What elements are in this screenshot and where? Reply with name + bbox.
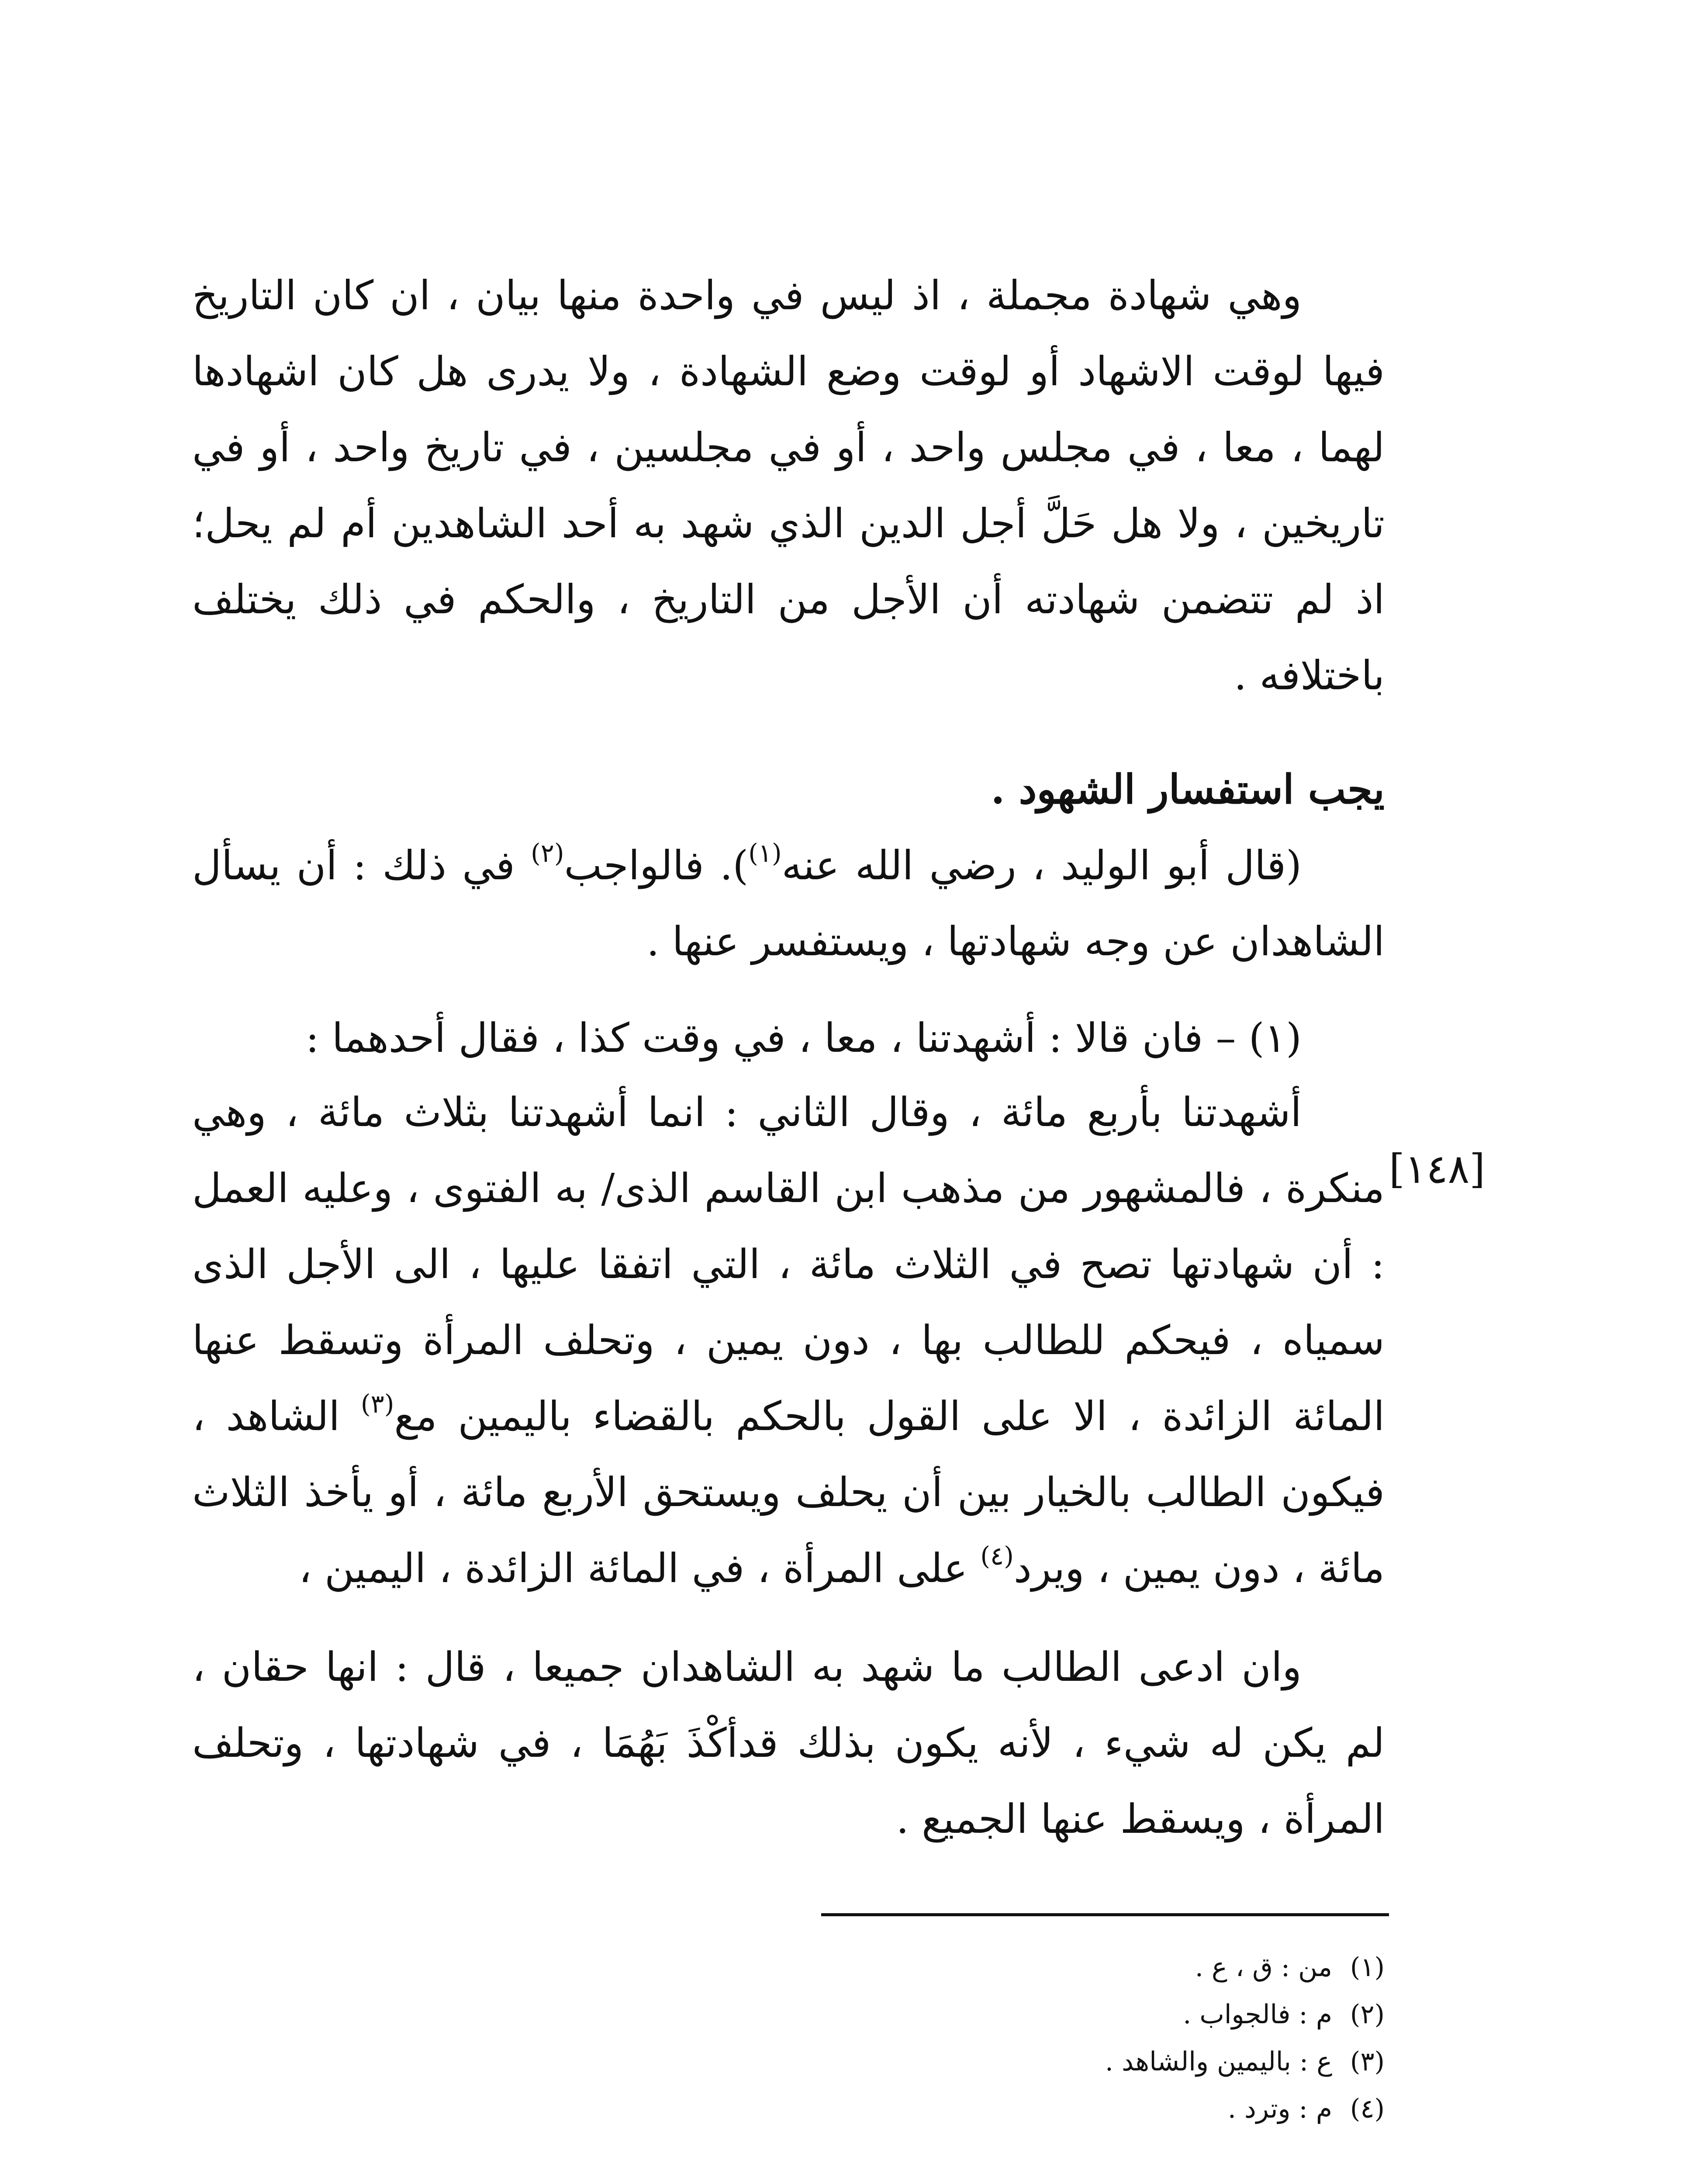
footnote-text: ع : باليمين والشاهد .: [1105, 2046, 1332, 2077]
footnote-divider: [821, 1913, 1389, 1916]
footnote-ref-2: (٢): [531, 838, 564, 868]
footnote-number: (٢): [1350, 1999, 1385, 2030]
footnote-ref-1: (١): [748, 838, 782, 868]
paragraph-4-text-a: أشهدتنا بأربع مائة ، وقال الثاني : انما أشهدتنا بثلاث مائة ، وهي منكرة ، فالمشهور من مذهب ابن القاسم الذى/ به الفتوى ، وعليه العمل : أن شهادتها تصح في الثلاث مائة ، التي اتفقا عليها ، الى الأجل الذى سمياه ، فيحكم للطالب بها ، دون يمين ، وتحلف المرأة وتسقط عنها المائة الزائدة ، الا على القول بالحكم بالقضاء باليمين مع: [192, 1089, 1385, 1440]
footnote-item: [821, 2038, 1385, 2085]
paragraph-2-text-c: في ذلك : أن يسأل الشاهدان عن وجه شهادتها ، ويستفسر عنها .: [192, 842, 1385, 965]
footnote-text: م : فالجواب .: [1183, 1999, 1332, 2030]
footnote-text: م : وترد .: [1227, 2094, 1332, 2124]
paragraph-4: [192, 1075, 1385, 1607]
footnotes-list: [821, 1944, 1385, 2132]
manuscript-folio-marker: [١٤٨]: [1389, 1146, 1486, 1192]
paragraph-4-text-b: الشاهد ، فيكون الطالب بالخيار بين أن يحلف ويستحق الأربع مائة ، أو يأخذ الثلاث مائة ، دون يمين ، ويرد: [192, 1393, 1385, 1592]
footnote-ref-3: (٣): [360, 1389, 394, 1419]
paragraph-3: (١) – فان قالا : أشهدتنا ، معا ، في وقت كذا ، فقال أحدهما :: [305, 1015, 1302, 1061]
paragraph-4-text-c: على المرأة ، في المائة الزائدة ، اليمين ،: [299, 1545, 981, 1592]
footnote-number: (٣): [1350, 2046, 1385, 2077]
footnote-item: [821, 1944, 1385, 1991]
paragraph-2-text-b: ). فالواجب: [564, 842, 749, 889]
footnote-number: (٤): [1350, 2094, 1385, 2124]
section-heading: يجب استفسار الشهود .: [991, 766, 1385, 813]
footnote-number: (١): [1350, 1952, 1385, 1983]
paragraph-2-text-a: (قال أبو الوليد ، رضي الله عنه: [781, 842, 1302, 889]
footnote-item: [821, 1991, 1385, 2038]
paragraph-2: [192, 828, 1385, 980]
footnote-item: [821, 2085, 1385, 2132]
paragraph-1: وهي شهادة مجملة ، اذ ليس في واحدة منها بيان ، ان كان التاريخ فيها لوقت الاشهاد أو لوقت وضع الشهادة ، ولا يدرى هل كان اشهادها لهما ، معا ، في مجلس واحد ، أو في مجلسين ، في تاريخ واحد ، أو في تاريخين ، ولا هل حَلَّ أجل الدين الذي شهد به أحد الشاهدين أم لم يحل؛ اذ لم تتضمن شهادته أن الأجل من التاريخ ، والحكم في ذلك يختلف باختلافه .: [192, 272, 1385, 699]
footnote-text: من : ق ، ع .: [1195, 1952, 1332, 1983]
paragraph-5: وان ادعى الطالب ما شهد به الشاهدان جميعا ، قال : انها حقان ، لم يكن له شيء ، لأنه يكون بذلك قدأكْذَ بَهُمَا ، في شهادتها ، وتحلف المرأة ، ويسقط عنها الجميع .: [192, 1644, 1385, 1842]
footnote-ref-4: (٤): [980, 1541, 1014, 1571]
